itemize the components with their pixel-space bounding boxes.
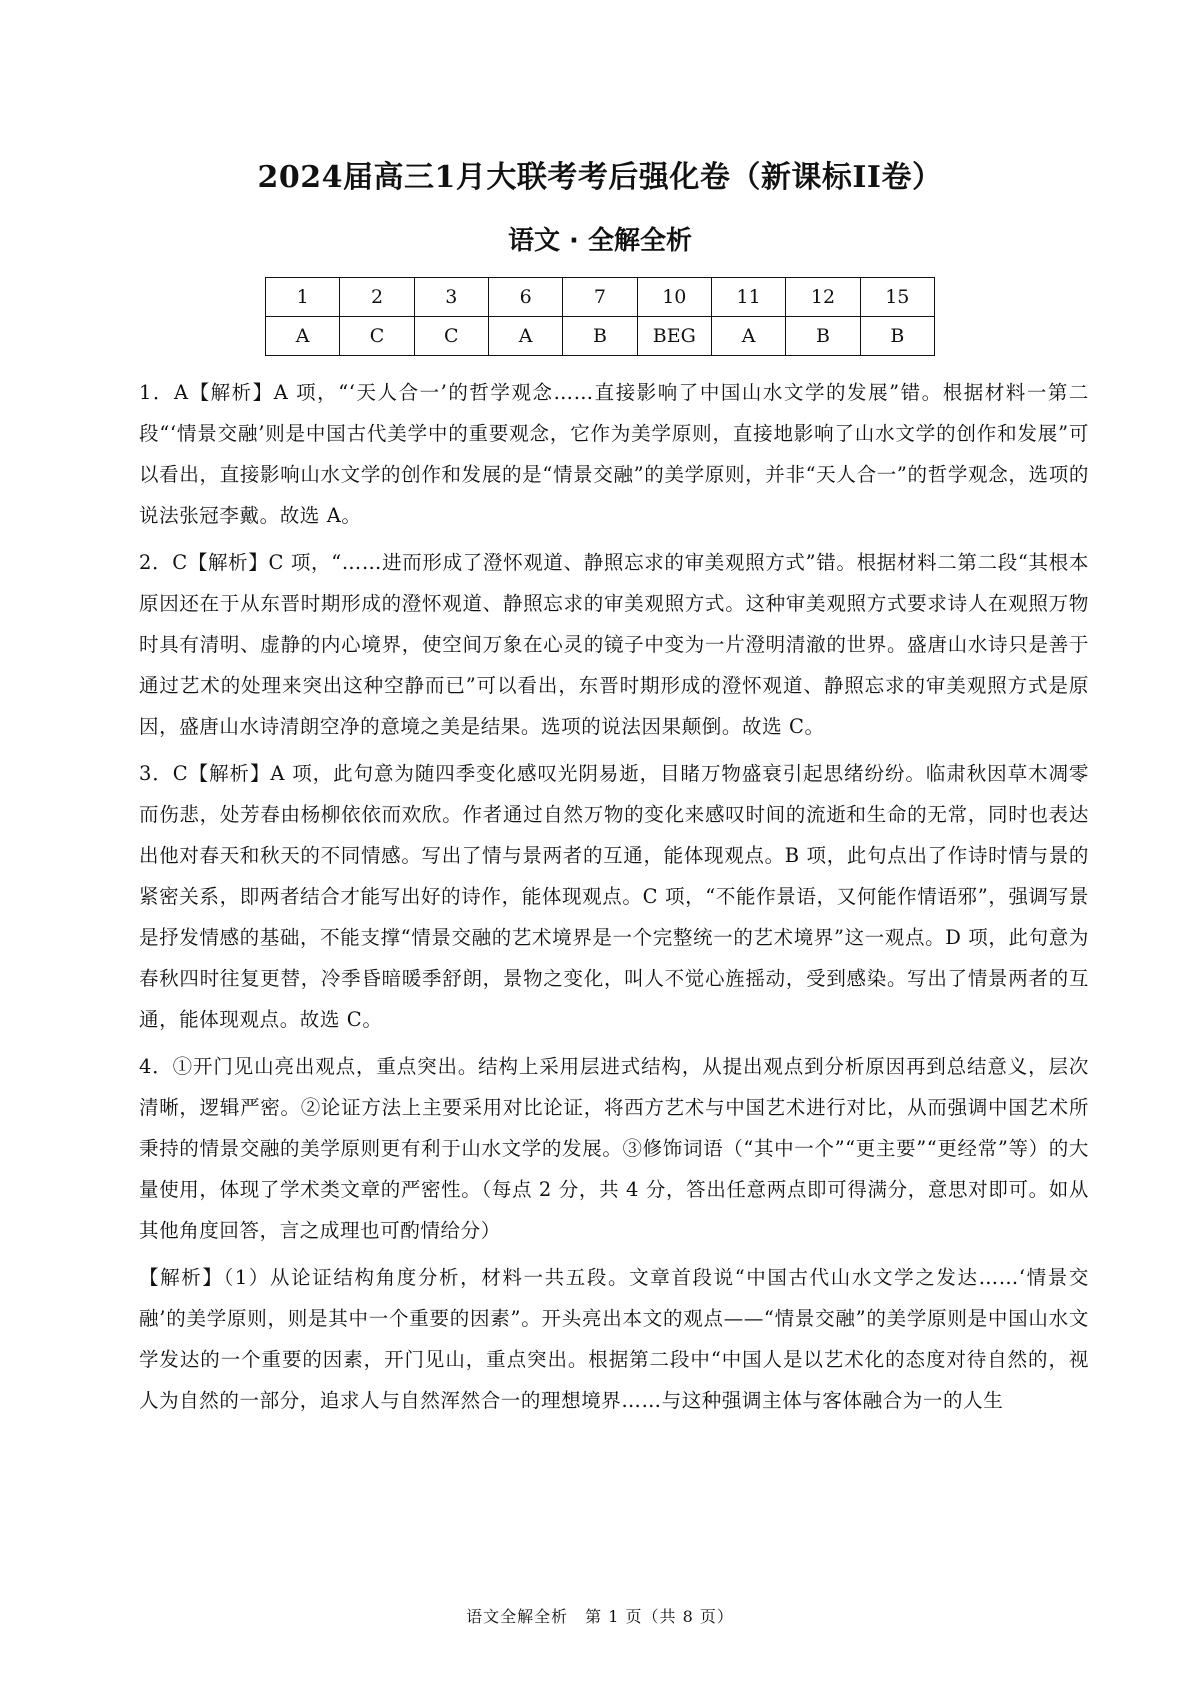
page-title: 2024届高三1月大联考考后强化卷（新课标II卷） — [257, 160, 943, 195]
analysis-paragraph-q4-explanation: 【解析】（1）从论证结构角度分析，材料一共五段。文章首段说“中国古代山水文学之发达……‘情景交融’的美学原则，则是其中一个重要的因素”。开头亮出本文的观点——“情景交融”的美学原则是中国山水文学发达的一个重要的因素，开门见山，重点突出。根据第二段中“中国人是以艺术化的态度对待自然的，视人为自然的一部分，追求人与自然浑然合一的理想境界……与这种强调主体与客体融合为一的人生 — [139, 1266, 1089, 1412]
page-footer: 语文全解全析 第 1 页（共 8 页） — [466, 1607, 734, 1626]
answer-cell: B — [563, 317, 637, 356]
answer-table-answer-row — [266, 317, 935, 356]
question-number-cell: 10 — [637, 278, 711, 317]
answer-cell: B — [786, 317, 860, 356]
answer-cell: B — [860, 317, 934, 356]
question-number-cell: 12 — [786, 278, 860, 317]
question-number-cell: 2 — [340, 278, 414, 317]
answer-cell: A — [488, 317, 562, 356]
analysis-body — [139, 372, 1089, 1427]
answer-cell: A — [711, 317, 785, 356]
question-number-cell: 6 — [488, 278, 562, 317]
answer-cell: C — [340, 317, 414, 356]
question-number-cell: 1 — [266, 278, 340, 317]
page-subtitle: 语文 · 全解全析 — [508, 226, 692, 256]
question-number-cell: 15 — [860, 278, 934, 317]
analysis-paragraph-q3: 3．C【解析】A 项，此句意为随四季变化感叹光阴易逝，目睹万物盛衰引起思绪纷纷。临肃秋因草木凋零而伤悲，处芳春由杨柳依依而欢欣。作者通过自然万物的变化来感叹时间的流逝和生命的无常，同时也表达出他对春天和秋天的不同情感。写出了情与景两者的互通，能体现观点。B 项，此句点出了作诗时情与景的紧密关系，即两者结合才能写出好的诗作，能体现观点。C 项，“不能作景语，又何能作情语邪”，强调写景是抒发情感的基础，不能支撑“情景交融的艺术境界是一个完整统一的艺术境界”这一观点。D 项，此句意为春秋四时往复更替，冷季昏暗暖季舒朗，景物之变化，叫人不觉心旌摇动，受到感染。写出了情景两者的互通，能体现观点。故选 C。 — [139, 762, 1089, 1031]
answer-cell: A — [266, 317, 340, 356]
answer-table-question-row — [266, 278, 935, 317]
answer-cell: C — [414, 317, 488, 356]
analysis-paragraph-q2: 2．C【解析】C 项，“……进而形成了澄怀观道、静照忘求的审美观照方式”错。根据材料二第二段“其根本原因还在于从东晋时期形成的澄怀观道、静照忘求的审美观照方式。这种审美观照方式要求诗人在观照万物时具有清明、虚静的内心境界，使空间万象在心灵的镜子中变为一片澄明清澈的世界。盛唐山水诗只是善于通过艺术的处理来突出这种空静而已”可以看出，东晋时期形成的澄怀观道、静照忘求的审美观照方式是原因，盛唐山水诗清朗空净的意境之美是结果。选项的说法因果颠倒。故选 C。 — [139, 551, 1089, 738]
question-number-cell: 3 — [414, 278, 488, 317]
question-number-cell: 7 — [563, 278, 637, 317]
analysis-paragraph-q4: 4．①开门见山亮出观点，重点突出。结构上采用层进式结构，从提出观点到分析原因再到总结意义，层次清晰，逻辑严密。②论证方法上主要采用对比论证，将西方艺术与中国艺术进行对比，从而强调中国艺术所秉持的情景交融的美学原则更有利于山水文学的发展。③修饰词语（“其中一个”“更主要”“更经常”等）的大量使用，体现了学术类文章的严密性。（每点 2 分，共 4 分，答出任意两点即可得满分，意思对即可。如从其他角度回答，言之成理也可酌情给分） — [139, 1055, 1089, 1242]
answer-cell: BEG — [637, 317, 711, 356]
analysis-paragraph-q1: 1．A【解析】A 项，“‘天人合一’的哲学观念……直接影响了中国山水文学的发展”错。根据材料一第二段“‘情景交融’则是中国古代美学中的重要观念，它作为美学原则，直接地影响了山水文学的创作和发展”可以看出，直接影响山水文学的创作和发展的是“情景交融”的美学原则，并非“天人合一”的哲学观念，选项的说法张冠李戴。故选 A。 — [139, 381, 1089, 527]
answer-table — [265, 277, 935, 356]
question-number-cell: 11 — [711, 278, 785, 317]
